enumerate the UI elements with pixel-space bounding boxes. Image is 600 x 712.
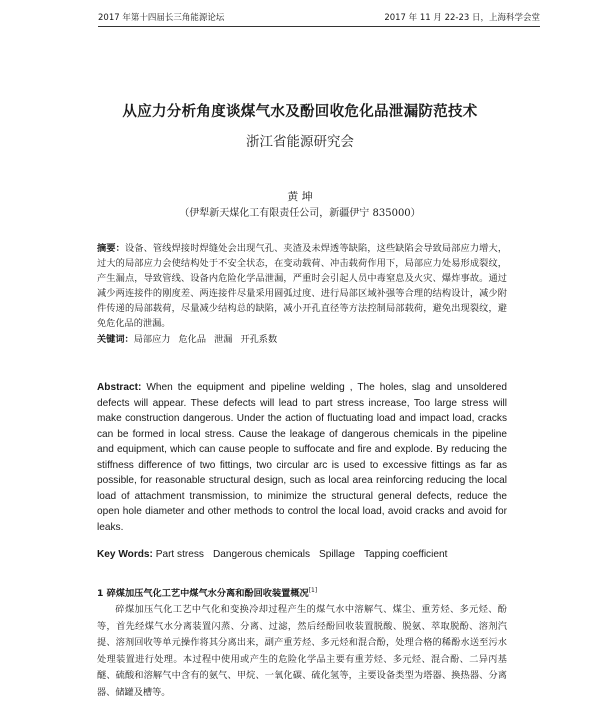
keyword-en: Dangerous chemicals — [212, 549, 311, 560]
keyword-en: Part stress — [155, 549, 204, 560]
author-affiliation: （伊犁新天煤化工有限责任公司，新疆伊宁 835000） — [179, 208, 421, 219]
keywords-cn-label: 关键词： — [97, 334, 134, 345]
keyword-cn: 泄漏 — [214, 334, 233, 345]
author-name: 黄 坤 — [287, 190, 313, 203]
paper-title: 从应力分析角度谈煤气水及酚回收危化品泄漏防范技术 — [122, 103, 478, 120]
abstract-en — [97, 380, 507, 535]
keywords-en — [97, 549, 517, 560]
header-left: 2017 年第十四届长三角能源论坛 — [98, 13, 225, 23]
keyword-cn: 危化品 — [178, 334, 207, 345]
section-paragraph: 碎煤加压气化工艺中气化和变换冷却过程产生的煤气水中溶解气、煤尘、重芳烃、多元烃、酚等，首先经煤气水分离装置闪蒸、分离、过滤，然后经酚回收装置脱酸、脱氨、萃取脱酚、溶剂汽提、溶剂回收等单元操作将其分离出来，副产重芳烃、多元烃和混合酚，处理合格的稀酚水送至污水处理装置进行处理。本过程中使用或产生的危险化学品主要有重芳烃、多元烃、混合酚、二异丙基醚、硫酸和溶解气中含有的氨气、甲烷、一氧化碳、硫化氢等，主要设备类型为塔器、换热器、分离器、储罐及槽等。 — [97, 604, 507, 698]
keyword-en: Tapping coefficient — [363, 549, 448, 560]
keyword-cn: 局部应力 — [133, 334, 171, 345]
running-header — [98, 10, 540, 27]
abstract-en-label: Abstract: — [97, 382, 142, 393]
abstract-en-text: When the equipment and pipeline welding , The holes, slag and unsoldered defects will appear. These defects will lead to part stress increase, Too large stress will make construction dangerous. Under the action of fluctuating load and impact load, cracks can be formed in local stress. Cause the leakage of dangerous chemicals in the pipeline and equipment, which can cause people to suffocate and fire and explode. By reducing the stiffness difference of two fittings, two circular arc is used to excessive fittings as far as possible, for reasonable structural design, such as local area reinforcing reducing the local load of attachment transmission, to minimize the structural general defects, reduce the open hole diameter and other methods to control the local load, avoid cracks and avoid for leaks. — [97, 382, 507, 533]
abstract-cn — [97, 241, 507, 331]
abstract-cn-text: 设备、管线焊接时焊缝处会出现气孔、夹渣及未焊透等缺陷，这些缺陷会导致局部应力增大，过大的局部应力会使结构处于不安全状态，在变动载荷、冲击载荷作用下，局部应力处易形成裂纹，产生漏点，导致管线、设备内危险化学品泄漏，严重时会引起人员中毒窒息及火灾、爆炸事故。通过减少两连接件的刚度差、两连接件尽量采用圆弧过度、进行局部区域补强等合理的结构设计，减少附件传递的局部载荷，尽量减少结构总的缺陷，减小开孔直径等方法控制局部载荷，避免出现裂纹，避免危化品的泄漏。 — [97, 243, 508, 329]
section-reference: [1] — [308, 586, 318, 594]
abstract-cn-label: 摘要： — [97, 243, 125, 254]
section-heading-text: 1 碎煤加压气化工艺中煤气水分离和酚回收装置概况 — [97, 588, 309, 599]
keywords-cn — [97, 331, 507, 345]
section-heading — [97, 585, 507, 599]
organization-heading: 浙江省能源研究会 — [246, 134, 354, 150]
keyword-en: Spillage — [319, 549, 355, 560]
keywords-en-label: Key Words: — [97, 549, 153, 560]
header-right: 2017 年 11 月 22-23 日，上海科学会堂 — [384, 13, 540, 23]
keyword-cn: 开孔系数 — [240, 334, 278, 345]
